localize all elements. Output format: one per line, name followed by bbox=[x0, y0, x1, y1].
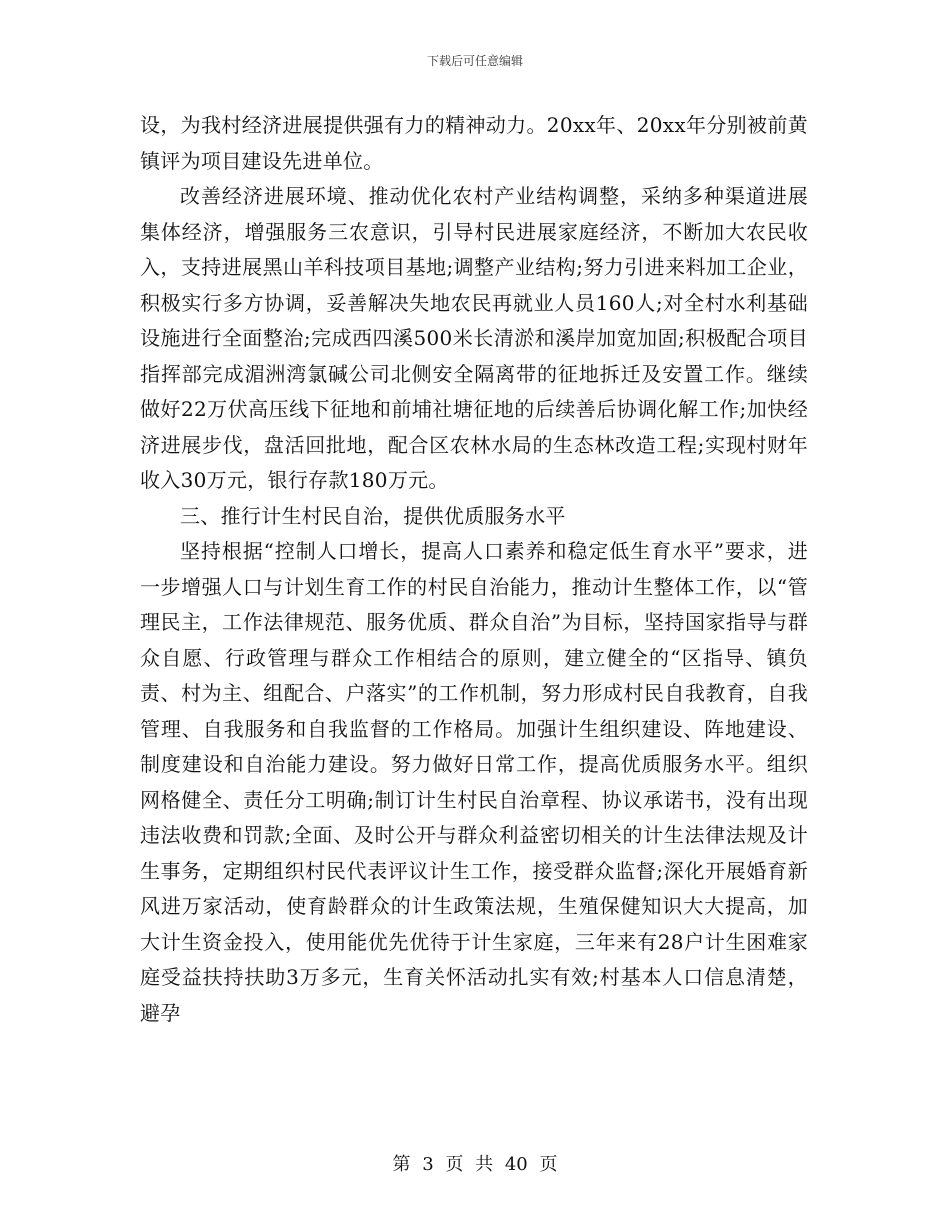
document-body bbox=[140, 108, 808, 1031]
paragraph-economy: 改善经济进展环境、推动优化农村产业结构调整，采纳多种渠道进展集体经济，增强服务三农意识，引导村民进展家庭经济，不断加大农民收入，支持进展黑山羊科技项目基地;调整产业结构;努力引进来料加工企业，积极实行多方协调，妥善解决失地农民再就业人员160人;对全村水利基础设施进行全面整治;完成西四溪500米长清淤和溪岸加宽加固;积极配合项目指挥部完成湄洲湾氯碱公司北侧安全隔离带的征地拆迁及安置工作。继续做好22万伏高压线下征地和前埔社塘征地的后续善后协调化解工作;加快经济进展步伐，盘活回批地，配合区农林水局的生态林改造工程;实现村财年收入30万元，银行存款180万元。 bbox=[140, 184, 808, 492]
page-footer: 第 3 页 共 40 页 bbox=[392, 1154, 558, 1175]
paragraph-continuation: 设，为我村经济进展提供强有力的精神动力。20xx年、20xx年分别被前黄镇评为项目建设先进单位。 bbox=[140, 113, 808, 173]
paragraph-family-planning: 坚持根据“控制人口增长，提高人口素养和稳定低生育水平”要求，进一步增强人口与计划生育工作的村民自治能力，推动计生整体工作，以“管理民主，工作法律规范、服务优质、群众自治”为目标，坚持国家指导与群众自愿、行政管理与群众工作相结合的原则，建立健全的“区指导、镇负责、村为主、组配合、户落实”的工作机制，努力形成村民自我教育，自我管理、自我服务和自我监督的工作格局。加强计生组织建设、阵地建设、制度建设和自治能力建设。努力做好日常工作，提高优质服务水平。组织网格健全、责任分工明确;制订计生村民自治章程、协议承诺书，没有出现违法收费和罚款;全面、及时公开与群众利益密切相关的计生法律法规及计生事务，定期组织村民代表评议计生工作，接受群众监督;深化开展婚育新风进万家活动，使育龄群众的计生政策法规，生殖保健知识大大提高，加大计生资金投入，使用能优先优待于计生家庭，三年来有28户计生困难家庭受益扶持扶助3万多元，生育关怀活动扎实有效;村基本人口信息清楚，避孕 bbox=[140, 539, 808, 1025]
page-header: 下载后可任意编辑 bbox=[426, 54, 523, 68]
section-heading: 三、推行计生村民自治，提供优质服务水平 bbox=[180, 503, 566, 528]
